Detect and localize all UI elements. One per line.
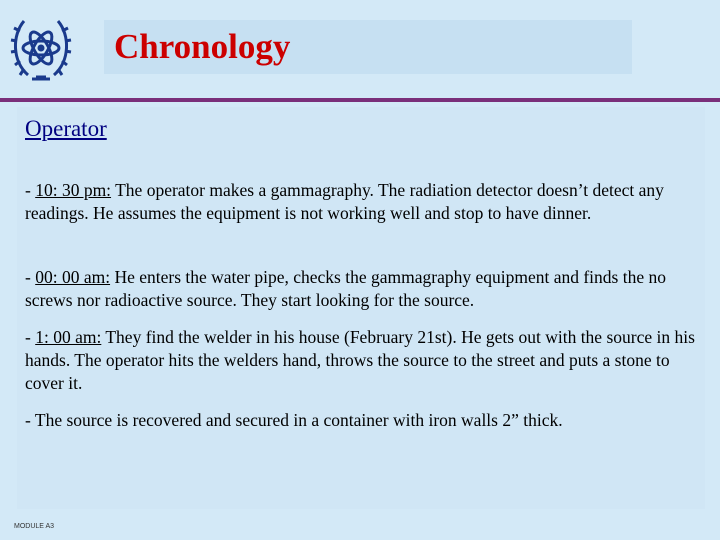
item-text: They find the welder in his house (February 21st). He gets out with the source in his hands. The operator hits the welders hand, throws the source to the street and puts a stone to cover it. (25, 327, 695, 393)
module-footer: MODULE A3 (14, 523, 55, 530)
item-dash: - (25, 327, 36, 347)
item-dash: - (25, 410, 35, 430)
title-divider (0, 98, 720, 102)
content-panel (17, 107, 705, 509)
item-text: The source is recovered and secured in a container with iron walls 2” thick. (34, 410, 563, 430)
item-dash: - (25, 267, 36, 287)
item-text: He enters the water pipe, checks the gammagraphy equipment and finds the no screws nor radioactive source. They start looking for the source. (25, 267, 666, 310)
chronology-item-2 (25, 266, 697, 312)
chronology-item-4 (25, 409, 697, 432)
chronology-item-3 (25, 326, 697, 395)
section-heading: Operator (25, 116, 107, 141)
item-time: 10: 30 pm: (35, 180, 112, 200)
page-title: Chronology (114, 27, 291, 66)
item-time: 00: 00 am: (35, 267, 111, 287)
atom-laurel-logo-icon (10, 13, 72, 83)
item-time: 1: 00 am: (35, 327, 102, 347)
title-bar (104, 20, 632, 74)
chronology-item-1 (25, 179, 697, 225)
item-text: The operator makes a gammagraphy. The radiation detector doesn’t detect any readings. He assumes the equipment is not working well and stop to have dinner. (25, 180, 664, 223)
item-dash: - (25, 180, 36, 200)
